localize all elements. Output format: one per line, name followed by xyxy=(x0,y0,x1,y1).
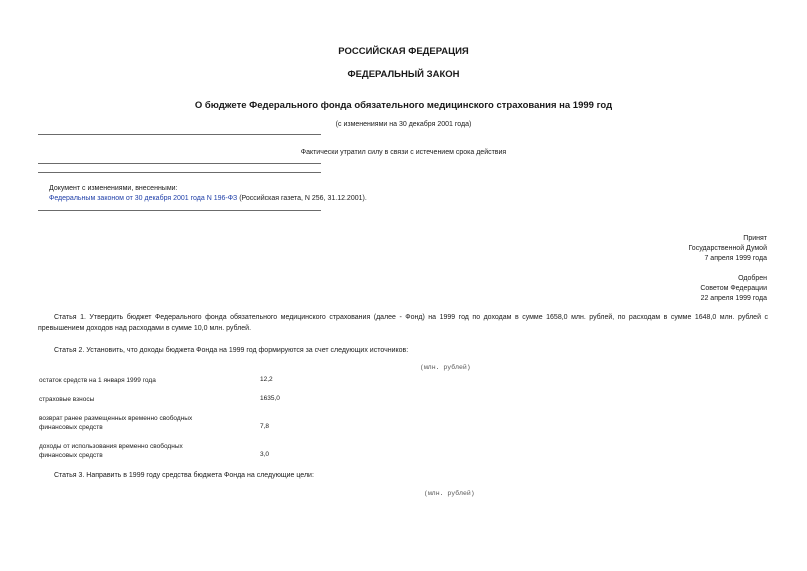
table-row-label: остаток средств на 1 января 1999 года xyxy=(39,377,156,384)
divider xyxy=(38,163,321,164)
article-1: Статья 1. Утвердить бюджет Федерального фонда обязательного медицинского страхования (далее - Фонд) на 1999 год по доходам в сумме 1658,0 млн. рублей, по расходам в сумме 1648,0 млн. рублей с превышением доходов над расходами в сумме 10,0 млн. рублей. xyxy=(38,314,768,332)
amendments-intro: Документ с изменениями, внесенными: xyxy=(49,185,178,192)
document-title: О бюджете Федерального фонда обязательного медицинского страхования на 1999 год xyxy=(194,100,613,111)
law-type-heading: ФЕДЕРАЛЬНЫЙ ЗАКОН xyxy=(347,69,460,80)
status-note: Фактически утратил силу в связи с истечением срока действия xyxy=(300,149,507,156)
table-row-value: 1635,0 xyxy=(260,395,280,402)
approved-line-2: Советом Федерации xyxy=(700,285,767,292)
divider xyxy=(38,172,321,173)
amendment-note: (с изменениями на 30 декабря 2001 года) xyxy=(335,121,472,128)
units-label: (млн. рублей) xyxy=(420,364,471,371)
table-row-value: 7,8 xyxy=(260,423,270,430)
accepted-line-3: 7 апреля 1999 года xyxy=(704,255,767,262)
amendments-line xyxy=(49,195,367,202)
accepted-line-2: Государственной Думой xyxy=(688,245,767,252)
approved-line-1: Одобрен xyxy=(738,275,767,282)
table-row-value: 12,2 xyxy=(260,376,273,383)
units-label: (млн. рублей) xyxy=(424,490,475,497)
divider xyxy=(38,210,321,211)
article-3: Статья 3. Направить в 1999 году средства бюджета Фонда на следующие цели: xyxy=(54,472,314,479)
table-row-value: 3,0 xyxy=(260,451,270,458)
article-2: Статья 2. Установить, что доходы бюджета Фонда на 1999 год формируются за счет следующих источников: xyxy=(54,347,409,354)
accepted-line-1: Принят xyxy=(743,235,767,242)
amendment-source: (Российская газета, N 256, 31.12.2001). xyxy=(237,195,367,202)
amending-law-link[interactable]: Федеральным законом от 30 декабря 2001 года N 196-ФЗ xyxy=(49,195,238,202)
table-row-label: доходы от использования временно свободных финансовых средств xyxy=(39,443,183,459)
table-row-label: возврат ранее размещенных временно свободных финансовых средств xyxy=(39,415,193,431)
divider xyxy=(38,134,321,135)
country-heading: РОССИЙСКАЯ ФЕДЕРАЦИЯ xyxy=(338,46,469,57)
approved-line-3: 22 апреля 1999 года xyxy=(700,295,767,302)
table-row-label: страховые взносы xyxy=(39,396,95,403)
